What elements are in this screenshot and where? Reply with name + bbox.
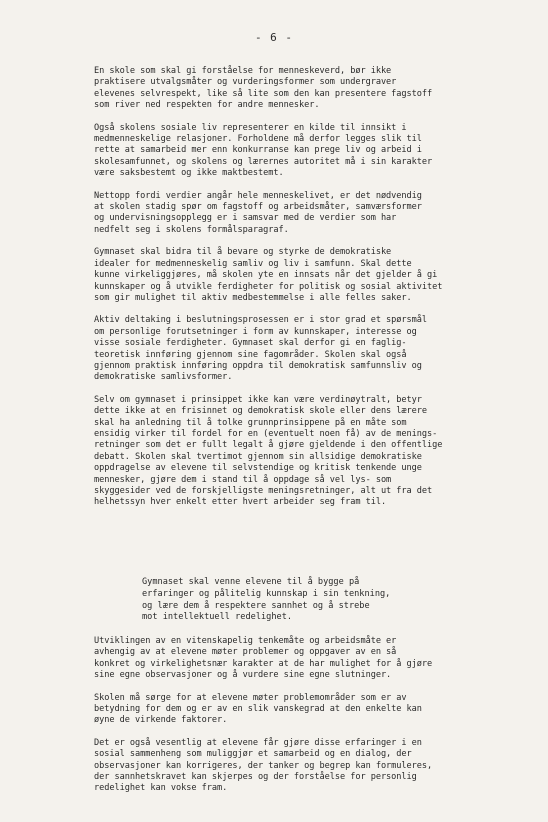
paragraph-values: Nettopp fordi verdier angår hele menneskelivet, er det nødvendig at skolen stadig spør om fagstoff og arbeidsmåter, samværsformer og undervisningsopplegg er i samsvar med de verdier som har nedfelt seg i skolens formålsparagraf. (94, 190, 422, 235)
paragraph-active-participation: Aktiv deltaking i beslutningsprosessen er i stor grad et spørsmål om personlige forutsetninger i form av kunnskaper, interesse og visse sosiale ferdigheter. Gymnaset skal derfor gi en faglig- teoretisk innføring gjennom sine fagområder. Skolen skal også gjennom praktisk innføring oppdra til demokratisk samfunnsliv og demokratiske samlivsformer. (94, 315, 428, 383)
main-text-block (94, 66, 502, 520)
paragraph-problem-areas: Skolen må sørge for at elevene møter problemområder som er av betydning for dem og er av en slik vanskegrad at den enkelte kan øyne de virkende faktorer. (94, 692, 422, 726)
paragraph-social-context: Det er også vesentlig at elevene får gjøre disse erfaringer i en sosial sammenheng som muliggjør et samarbeid og en dialog, der observasjoner kan korrigeres, der tanker og begrep kan formuleres, der sannhetskravet kan skjerpes og der forståelse for personlig redelighet kan vokse fram. (94, 737, 433, 794)
paragraph-human-dignity: En skole som skal gi forståelse for menneskeverd, bør ikke praktisere utvalgsmåter og vurderingsformer som undergraver elevenes selvrespekt, like så lite som den kan presentere fagstoff som river ned respekten for andre mennesker. (94, 66, 433, 111)
paragraph-democratic-ideals: Gymnaset skal bidra til å bevare og styrke de demokratiske idealer for medmenneskelig samliv og liv i samfunn. Skal dette kunne virkeliggjøres, må skolen yte en innsats når det gjelder å gi kunnskaper og å utvikle ferdigheter for politisk og sosial aktivitet som gir mulighet til aktiv medbestemmelse i alle felles saker. (94, 247, 443, 303)
paragraph-scientific-thinking: Utviklingen av en vitenskapelig tenkemåte og arbeidsmåte er avhengig av at elevene møter problemer og oppgaver av en så konkret og virkelighetsnær karakter at de har mulighet for å gjøre sine egne observasjoner og å vurdere sine egne slutninger. (94, 636, 433, 681)
paragraph-social-life: Også skolens sosiale liv representerer en kilde til innsikt i medmenneskelige relasjoner. Forholdene må derfor legges slik til rette at samarbeid mer enn konkurranse kan prege liv og arbeid i skolesamfunnet, og skolens og lærernes autoritet må i sin karakter være saksbestemt og ikke maktbestemt. (94, 122, 433, 179)
indented-principle-quote: Gymnaset skal venne elevene til å bygge på erfaringer og pålitelig kunnskap i sin tenkning, og lære dem å respektere sannhet og å strebe mot intellektuell redelighet. (142, 577, 391, 623)
paragraph-value-neutrality: Selv om gymnaset i prinsippet ikke kan være verdinøytralt, betyr dette ikke at en frisinnet og demokratisk skole eller dens lærere skal ha anledning til å tolke grunnprinsippene på en måte som ensidig virker til fordel for en (eventuelt noen få) av de menings- retninger som det er fullt legalt å gjøre gjeldende i den offentlige debatt. Skolen skal tvertimot gjennom sin allsidige demokratiske oppdragelse av elevene til selvstendige og kritisk tenkende unge mennesker, gjøre dem i stand til å oppdage så vel lys- som skyggesider ved de forskjelligste meningsretninger, alt ut fra det helhetssyn hver enkelt etter hvert arbeider seg fram til. (94, 394, 443, 508)
page-number: - 6 - (254, 31, 294, 44)
secondary-text-block (94, 636, 502, 806)
